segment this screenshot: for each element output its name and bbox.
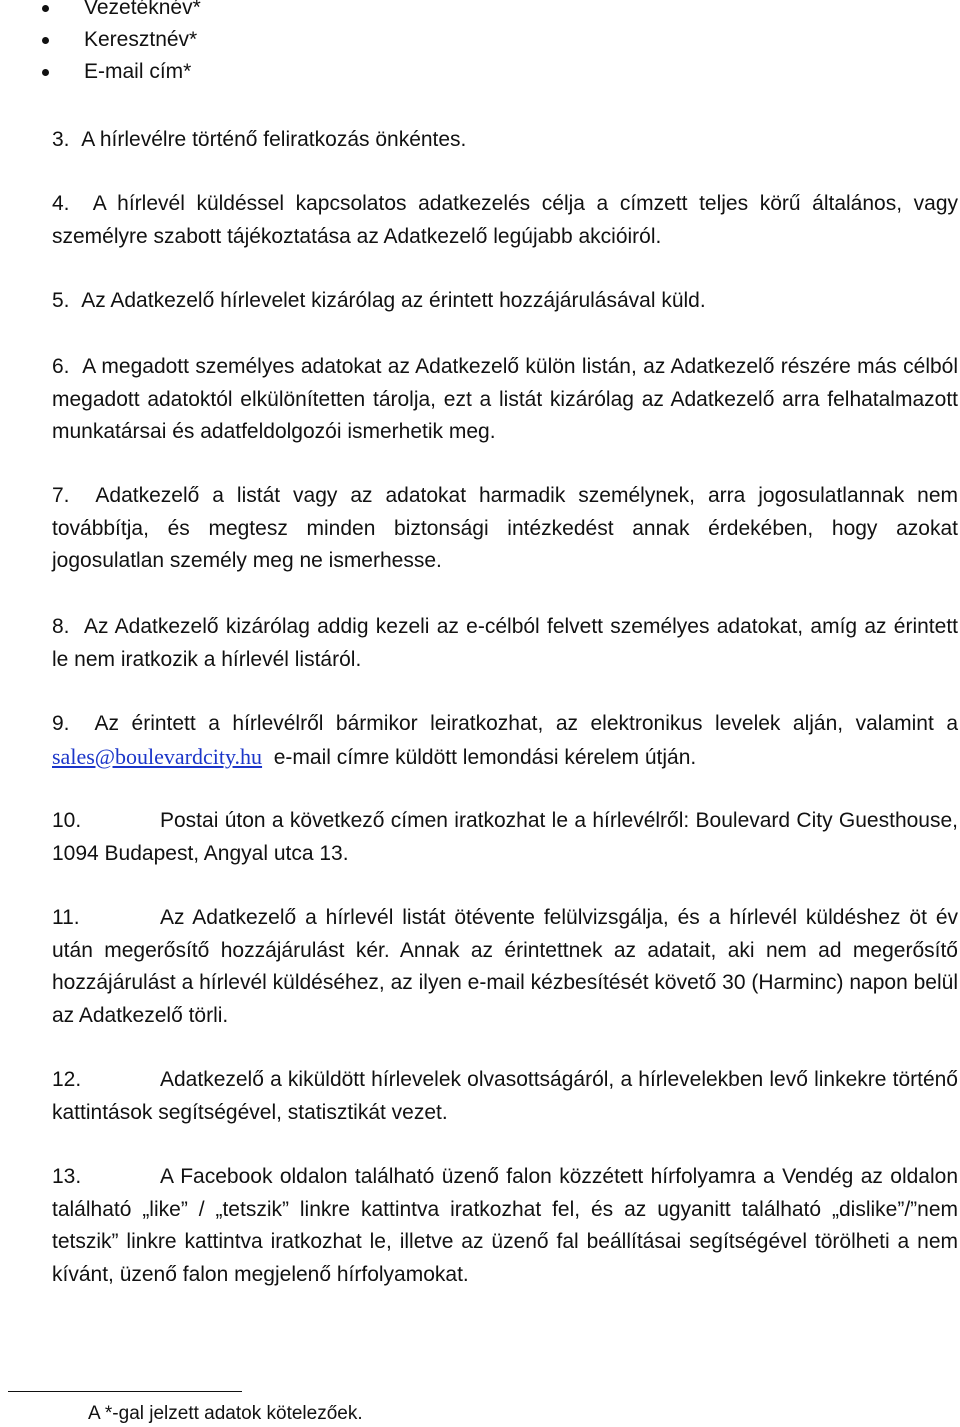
paragraph-12 — [52, 1064, 958, 1129]
paragraph-number: 3. — [52, 128, 70, 151]
list-item: Keresztnév* — [40, 24, 201, 56]
required-fields-list — [40, 0, 201, 88]
paragraph-13 — [52, 1161, 958, 1291]
footnote: A *-gal jelzett adatok kötelezőek. — [88, 1403, 363, 1424]
paragraph-number: 12. — [52, 1068, 82, 1091]
paragraph-text: Adatkezelő a kiküldött hírlevelek olvasottságáról, a hírlevelekben levő linkekre történő kattintások segítségével, statisztikát vezet. — [52, 1068, 958, 1124]
paragraph-6 — [52, 351, 958, 449]
paragraph-number: 13. — [52, 1165, 82, 1188]
bullet-icon — [42, 69, 49, 76]
paragraph-text: A Facebook oldalon található üzenő falon közzétett hírfolyamra a Vendég az oldalon található „like” / „tetszik” linkre kattintva iratkozhat fel, és az ugyanitt található „dislike”/”nem tetszik” linkre kattintva iratkozhat le, illetve az üzenő fal beállításai segítségével törölheti a nem kívánt, üzenő falon megjelenő hírfolyamokat. — [52, 1165, 958, 1286]
paragraph-5 — [52, 285, 958, 318]
paragraph-9 — [52, 708, 958, 774]
paragraph-number: 5. — [52, 289, 70, 312]
paragraph-7 — [52, 480, 958, 578]
paragraph-text: Az Adatkezelő hírlevelet kizárólag az érintett hozzájárulásával küld. — [81, 289, 706, 312]
list-item: Vezetéknév* — [40, 0, 201, 24]
paragraph-text: Az érintett a hírlevélről bármikor leiratkozhat, az elektronikus levelek alján, valamint a — [94, 712, 959, 735]
footnote-divider — [8, 1391, 242, 1392]
paragraph-number: 11. — [52, 906, 80, 929]
paragraph-text: Az Adatkezelő a hírlevél listát ötévente felülvizsgálja, és a hírlevél küldéshez öt év után megerősítő hozzájárulást kér. Annak az érintettnek az adatait, aki nem ad megerősítő hozzájárulást a hírlevél küldéséhez, az ilyen e-mail kézbesítését követő 30 (Harminc) napon belül az Adatkezelő törli. — [52, 906, 958, 1027]
paragraph-text: Adatkezelő a listát vagy az adatokat harmadik személynek, arra jogosulatlannak nem továbbítja, és megtesz minden biztonsági intézkedést annak érdekében, hogy azokat jogosulatlan személy meg ne ismerhesse. — [52, 484, 958, 572]
paragraph-3 — [52, 124, 958, 157]
paragraph-number: 9. — [52, 712, 70, 735]
bullet-icon — [42, 5, 49, 12]
paragraph-text: A megadott személyes adatokat az Adatkezelő külön listán, az Adatkezelő részére más célból megadott adatoktól elkülönítetten tárolja, ezt a listát kizárólag az Adatkezelő arra felhatalmazott munkatársai és adatfeldolgozói ismerhetik meg. — [52, 355, 959, 443]
paragraph-11 — [52, 902, 958, 1032]
paragraph-text: A hírlevél küldéssel kapcsolatos adatkezelés célja a címzett teljes körű általános, vagy személyre szabott tájékoztatása az Adatkezelő legújabb akcióiról. — [52, 192, 959, 248]
email-link[interactable]: sales@boulevardcity.hu — [52, 743, 263, 769]
paragraph-8 — [52, 611, 958, 676]
paragraph-number: 8. — [52, 615, 70, 638]
bullet-icon — [42, 37, 49, 44]
paragraph-number: 10. — [52, 809, 82, 832]
paragraph-number: 6. — [52, 355, 70, 378]
paragraph-number: 7. — [52, 484, 70, 507]
paragraph-text: Postai úton a következő címen iratkozhat le a hírlevélről: Boulevard City Guesthouse, 1094 Budapest, Angyal utca 13. — [52, 809, 958, 865]
paragraph-text: A hírlevélre történő feliratkozás önkéntes. — [81, 128, 467, 151]
paragraph-10 — [52, 805, 958, 870]
paragraph-text-continued: e-mail címre küldött lemondási kérelem útján. — [273, 745, 697, 769]
paragraph-number: 4. — [52, 192, 70, 215]
paragraph-4 — [52, 188, 958, 253]
paragraph-text: Az Adatkezelő kizárólag addig kezeli az e-célból felvett személyes adatokat, amíg az érintett le nem iratkozik a hírlevél listáról. — [52, 615, 958, 671]
list-item: E-mail cím* — [40, 56, 201, 88]
